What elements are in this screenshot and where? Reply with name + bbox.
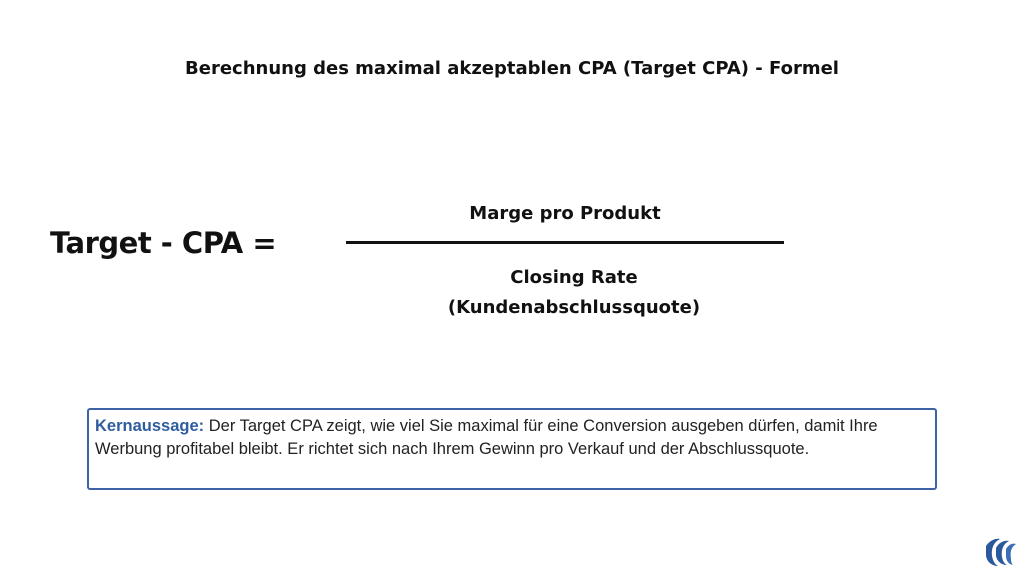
denominator-line-2: (Kundenabschlussquote) [447, 297, 701, 318]
brand-logo-icon [980, 532, 1020, 572]
key-message-box [87, 408, 937, 490]
key-message-text: Der Target CPA zeigt, wie viel Sie maximal für eine Conversion ausgeben dürfen, damit Ihre Werbung profitabel bleibt. Er richtet sich nach Ihrem Gewinn pro Verkauf und der Abschlussquote. [95, 417, 878, 458]
formula-lhs: Target - CPA = [50, 226, 277, 260]
key-message-label: Kernaussage: [95, 417, 205, 435]
formula-numerator: Marge pro Produkt [469, 203, 661, 224]
denominator-line-1: Closing Rate [510, 267, 638, 288]
page-title: Berechnung des maximal akzeptablen CPA (Target CPA) - Formel [185, 58, 839, 79]
fraction-bar [346, 241, 784, 244]
formula-denominator [346, 263, 802, 323]
